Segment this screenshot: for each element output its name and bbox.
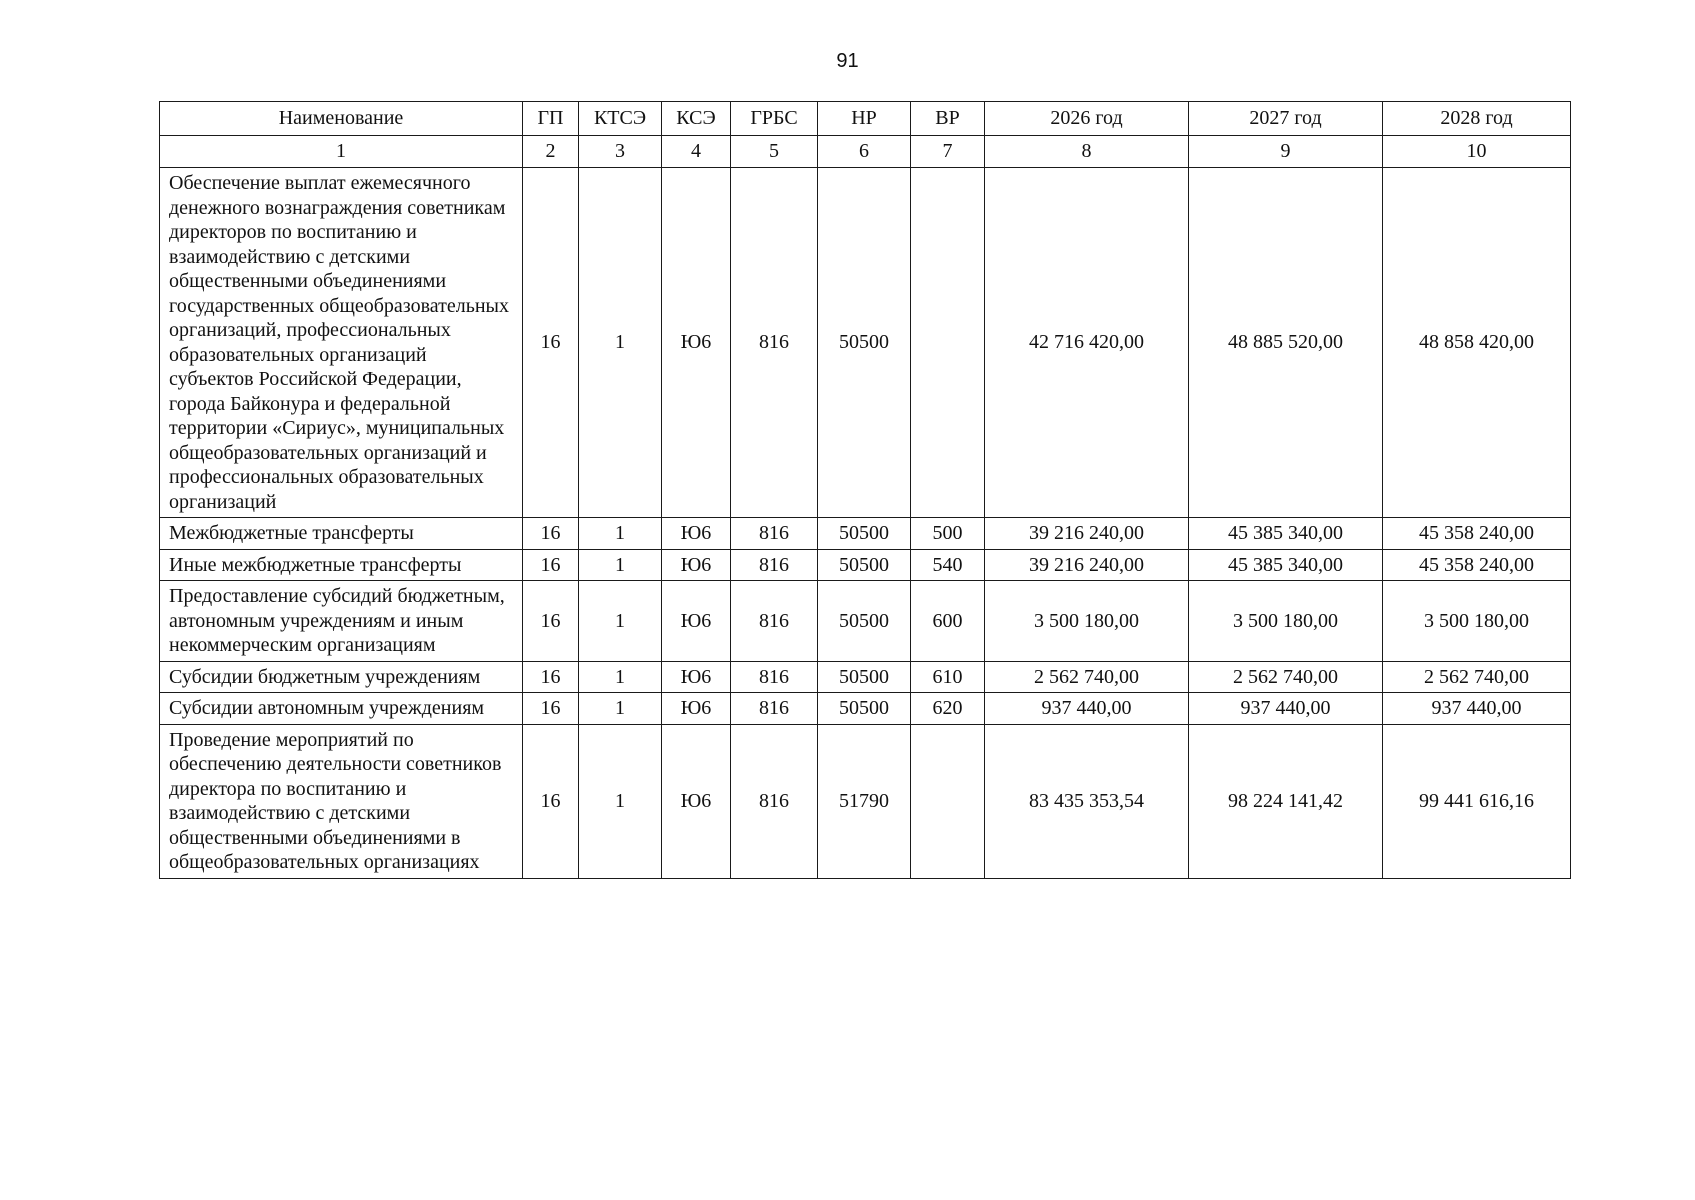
cell-grbs: 816 — [731, 518, 818, 550]
row-name: Проведение мероприятий по обеспечению деятельности советников директора по воспитанию и взаимодействию с детскими общественными объединениями в общеобразовательных организациях — [160, 724, 523, 878]
cell-gp: 16 — [523, 518, 579, 550]
cell-vr — [911, 724, 985, 878]
cell-vr: 540 — [911, 549, 985, 581]
cell-2026: 937 440,00 — [985, 693, 1189, 725]
header-2027: 2027 год — [1189, 102, 1383, 136]
budget-table — [159, 101, 1571, 879]
header-kse: КСЭ — [662, 102, 731, 136]
cell-ktse: 1 — [579, 724, 662, 878]
cell-kse: Ю6 — [662, 693, 731, 725]
cell-gp: 16 — [523, 549, 579, 581]
cell-2027: 3 500 180,00 — [1189, 581, 1383, 662]
cell-kse: Ю6 — [662, 168, 731, 518]
cell-vr: 620 — [911, 693, 985, 725]
cell-2026: 2 562 740,00 — [985, 661, 1189, 693]
cell-kse: Ю6 — [662, 518, 731, 550]
cell-grbs: 816 — [731, 661, 818, 693]
row-name: Иные межбюджетные трансферты — [160, 549, 523, 581]
cell-ktse: 1 — [579, 518, 662, 550]
cell-2027: 45 385 340,00 — [1189, 549, 1383, 581]
cell-grbs: 816 — [731, 549, 818, 581]
cell-nr: 50500 — [818, 549, 911, 581]
cell-ktse: 1 — [579, 661, 662, 693]
header-name: Наименование — [160, 102, 523, 136]
column-number: 8 — [985, 136, 1189, 168]
cell-nr: 50500 — [818, 661, 911, 693]
cell-gp: 16 — [523, 168, 579, 518]
header-row — [160, 102, 1571, 136]
cell-ktse: 1 — [579, 693, 662, 725]
column-number: 1 — [160, 136, 523, 168]
cell-nr: 51790 — [818, 724, 911, 878]
cell-ktse: 1 — [579, 549, 662, 581]
column-number: 3 — [579, 136, 662, 168]
cell-ktse: 1 — [579, 581, 662, 662]
cell-grbs: 816 — [731, 724, 818, 878]
cell-nr: 50500 — [818, 581, 911, 662]
cell-nr: 50500 — [818, 693, 911, 725]
cell-vr: 500 — [911, 518, 985, 550]
cell-2028: 48 858 420,00 — [1383, 168, 1571, 518]
cell-kse: Ю6 — [662, 661, 731, 693]
cell-2026: 83 435 353,54 — [985, 724, 1189, 878]
cell-ktse: 1 — [579, 168, 662, 518]
cell-kse: Ю6 — [662, 581, 731, 662]
row-name: Субсидии бюджетным учреждениям — [160, 661, 523, 693]
column-number: 2 — [523, 136, 579, 168]
cell-2028: 45 358 240,00 — [1383, 518, 1571, 550]
cell-2026: 39 216 240,00 — [985, 549, 1189, 581]
cell-2028: 45 358 240,00 — [1383, 549, 1571, 581]
row-name: Предоставление субсидий бюджетным, автономным учреждениям и иным некоммерческим организациям — [160, 581, 523, 662]
header-gp: ГП — [523, 102, 579, 136]
table-row — [160, 549, 1571, 581]
cell-2028: 2 562 740,00 — [1383, 661, 1571, 693]
column-number: 10 — [1383, 136, 1571, 168]
header-ktse: КТСЭ — [579, 102, 662, 136]
column-number-row — [160, 136, 1571, 168]
cell-2028: 99 441 616,16 — [1383, 724, 1571, 878]
page-number: 91 — [836, 50, 859, 72]
cell-gp: 16 — [523, 724, 579, 878]
table-row — [160, 168, 1571, 518]
column-number: 9 — [1189, 136, 1383, 168]
cell-grbs: 816 — [731, 168, 818, 518]
cell-2028: 937 440,00 — [1383, 693, 1571, 725]
column-number: 7 — [911, 136, 985, 168]
cell-vr — [911, 168, 985, 518]
cell-gp: 16 — [523, 693, 579, 725]
cell-nr: 50500 — [818, 168, 911, 518]
header-grbs: ГРБС — [731, 102, 818, 136]
header-nr: НР — [818, 102, 911, 136]
column-number: 5 — [731, 136, 818, 168]
cell-2026: 42 716 420,00 — [985, 168, 1189, 518]
cell-nr: 50500 — [818, 518, 911, 550]
header-2026: 2026 год — [985, 102, 1189, 136]
header-2028: 2028 год — [1383, 102, 1571, 136]
table-row — [160, 661, 1571, 693]
header-vr: ВР — [911, 102, 985, 136]
cell-kse: Ю6 — [662, 549, 731, 581]
cell-grbs: 816 — [731, 581, 818, 662]
cell-2027: 2 562 740,00 — [1189, 661, 1383, 693]
cell-2026: 3 500 180,00 — [985, 581, 1189, 662]
cell-vr: 600 — [911, 581, 985, 662]
row-name: Субсидии автономным учреждениям — [160, 693, 523, 725]
cell-grbs: 816 — [731, 693, 818, 725]
table-row — [160, 518, 1571, 550]
table-row — [160, 724, 1571, 878]
cell-kse: Ю6 — [662, 724, 731, 878]
cell-vr: 610 — [911, 661, 985, 693]
cell-2026: 39 216 240,00 — [985, 518, 1189, 550]
cell-2027: 98 224 141,42 — [1189, 724, 1383, 878]
table-row — [160, 581, 1571, 662]
cell-2027: 937 440,00 — [1189, 693, 1383, 725]
row-name: Межбюджетные трансферты — [160, 518, 523, 550]
cell-gp: 16 — [523, 661, 579, 693]
column-number: 4 — [662, 136, 731, 168]
row-name: Обеспечение выплат ежемесячного денежного вознаграждения советникам директоров по воспитанию и взаимодействию с детскими общественными объединениями государственных общеобразовательных организаций, профессиональных образовательных организаций субъектов Российской Федерации, города Байконура и федеральной территории «Сириус», муниципальных общеобразовательных организаций и профессиональных образовательных организаций — [160, 168, 523, 518]
table-row — [160, 693, 1571, 725]
column-number: 6 — [818, 136, 911, 168]
cell-2027: 45 385 340,00 — [1189, 518, 1383, 550]
cell-gp: 16 — [523, 581, 579, 662]
cell-2028: 3 500 180,00 — [1383, 581, 1571, 662]
cell-2027: 48 885 520,00 — [1189, 168, 1383, 518]
